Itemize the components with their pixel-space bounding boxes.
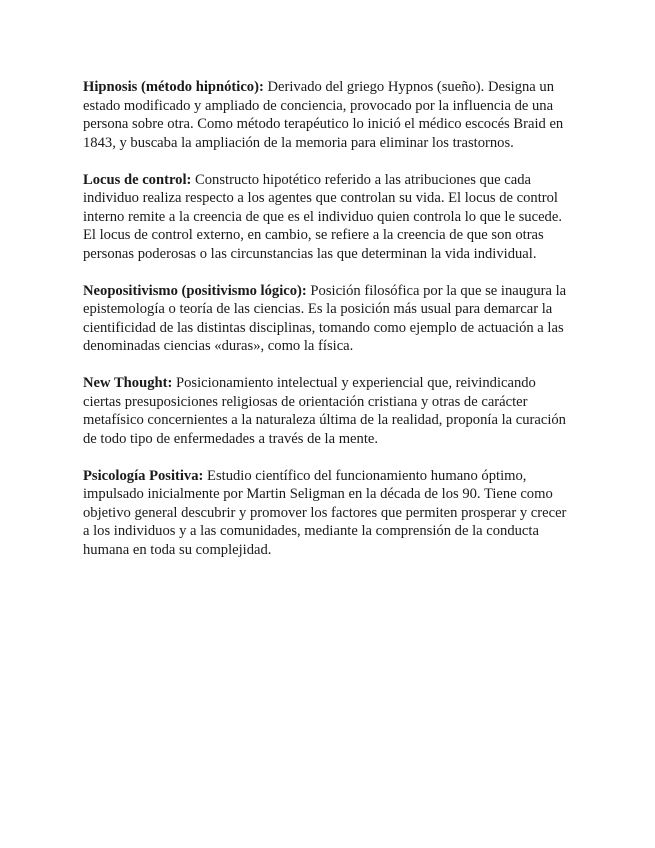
glossary-term: Hipnosis (método hipnótico): (83, 79, 264, 95)
glossary-definition: Posición filosófica por la que se inaugura la epistemología o teoría de las ciencias. Es la posición más usual para demarcar la cientificidad de las distintas disciplinas, tomando como ejemplo de actuación a las denominadas ciencias «duras», como la física. (83, 282, 567, 354)
glossary-definition: Constructo hipotético referido a las atribuciones que cada individuo realiza respecto a los agentes que controlan su vida. El locus de control interno remite a la creencia de que es el individuo quien controla lo que le sucede. El locus de control externo, en cambio, se refiere a la creencia de que son otras personas poderosas o las circunstancias las que determinan la vida individual. (83, 171, 562, 262)
glossary-term: New Thought: (83, 375, 173, 391)
glossary-term: Neopositivismo (positivismo lógico): (83, 282, 307, 299)
glossary-entry-neopositivismo (83, 282, 575, 356)
document-page (83, 78, 575, 578)
glossary-definition: Estudio científico del funcionamiento humano óptimo, impulsado inicialmente por Martin Seligman en la década de los 90. Tiene como objetivo general descubrir y promover los factores que permiten prosperar y crecer a los individuos y a las comunidades, mediante la comprensión de la conducta humana en toda su complejidad. (83, 467, 567, 558)
glossary-entry-new-thought (83, 374, 575, 448)
glossary-definition: Posicionamiento intelectual y experiencial que, reivindicando ciertas presuposiciones religiosas de orientación cristiana y otras de carácter metafísico concernientes a la naturaleza última de la realidad, proponía la curación de todo tipo de enfermedades a través de la mente. (83, 375, 566, 447)
glossary-term: Locus de control: (83, 171, 192, 188)
glossary-entry-locus-de-control (83, 171, 575, 264)
glossary-entry-hipnosis (83, 78, 575, 152)
glossary-term: Psicología Positiva: (83, 467, 204, 484)
glossary-definition: Derivado del griego Hypnos (sueño). Designa un estado modificado y ampliado de conciencia, provocado por la influencia de una persona sobre otra. Como método terapéutico lo inició el médico escocés Braid en 1843, y buscaba la ampliación de la memoria para eliminar los trastornos. (83, 79, 564, 151)
glossary-entry-psicologia-positiva (83, 467, 575, 560)
